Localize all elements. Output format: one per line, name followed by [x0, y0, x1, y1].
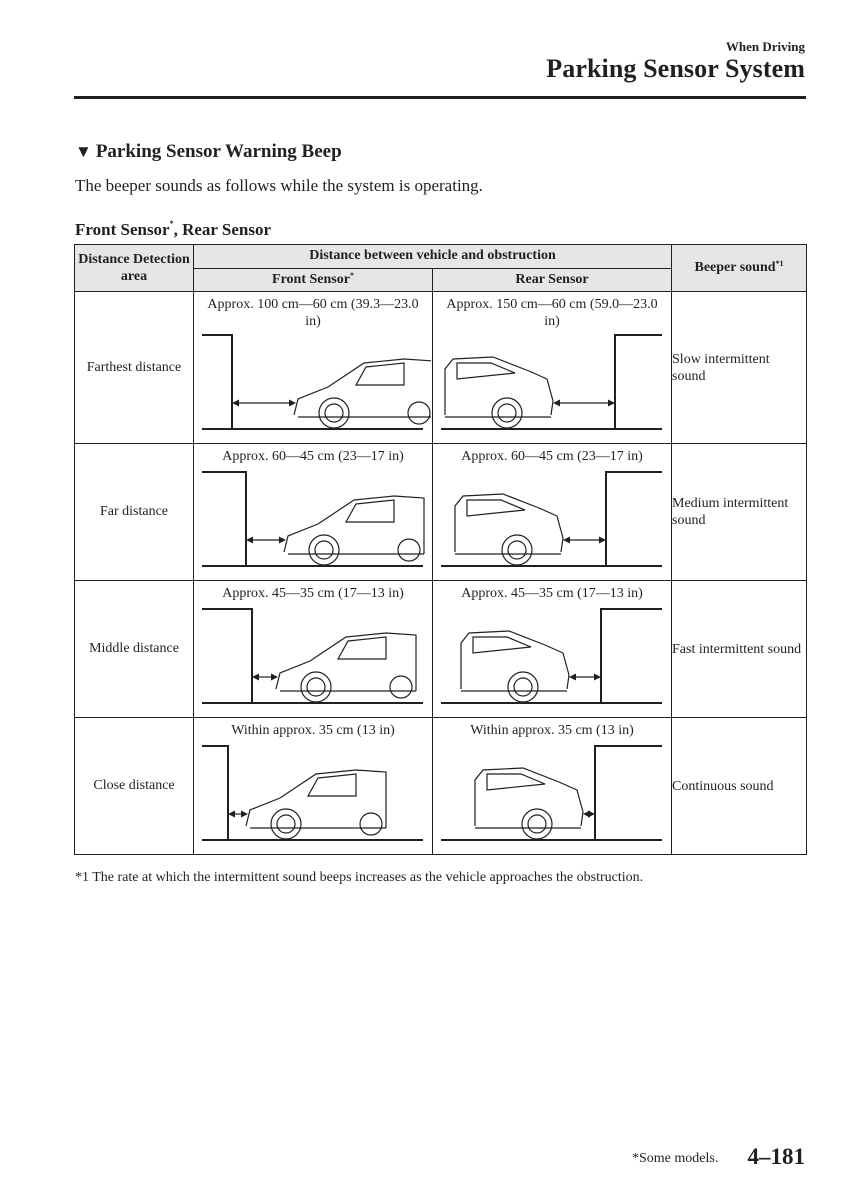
front-figure-cell — [194, 444, 433, 581]
rear-distance-text: Approx. 45—35 cm (17—13 in) — [461, 586, 643, 601]
some-models-note: *Some models. — [632, 1151, 719, 1166]
header-rule — [74, 96, 806, 99]
front-distance-text: Approx. 100 cm—60 cm (39.3—23.0 in) — [207, 297, 419, 329]
front-sensor-illustration — [194, 327, 431, 437]
rear-distance-text: Approx. 150 cm—60 cm (59.0—23.0 in) — [446, 297, 658, 329]
rear-distance-text: Within approx. 35 cm (13 in) — [470, 723, 634, 738]
col-header-distance: Distance between vehicle and obstruction — [194, 245, 672, 269]
col-header-rear: Rear Sensor — [433, 268, 672, 292]
front-sensor-illustration — [194, 464, 431, 574]
area-cell: Middle distance — [75, 581, 194, 718]
section-heading-text: Parking Sensor Warning Beep — [95, 141, 342, 162]
page-number: 4–181 — [747, 1144, 805, 1169]
table-row — [75, 718, 807, 855]
col-header-front — [194, 268, 433, 292]
rear-sensor-illustration — [433, 738, 670, 848]
footnote: *1 The rate at which the intermittent sound beeps increases as the vehicle approaches the obstruction. — [75, 870, 644, 885]
table-title — [75, 220, 271, 240]
front-figure-cell — [194, 581, 433, 718]
rear-sensor-illustration — [433, 601, 670, 711]
area-cell: Far distance — [75, 444, 194, 581]
sound-cell: Fast intermittent sound — [672, 581, 807, 718]
area-cell: Farthest distance — [75, 292, 194, 444]
section-label: When Driving — [725, 39, 805, 54]
front-figure-cell — [194, 718, 433, 855]
sound-cell: Slow intermittent sound — [672, 292, 807, 444]
front-distance-text: Within approx. 35 cm (13 in) — [231, 723, 395, 738]
some-models-mark: * — [169, 219, 174, 228]
front-distance-text: Approx. 45—35 cm (17—13 in) — [222, 586, 404, 601]
triangle-marker-icon: ▼ — [75, 142, 92, 161]
rear-sensor-illustration — [433, 327, 670, 437]
col-header-beeper — [672, 245, 807, 292]
some-models-mark: * — [349, 270, 354, 280]
area-cell: Close distance — [75, 718, 194, 855]
sound-cell: Continuous sound — [672, 718, 807, 855]
page-title: Parking Sensor System — [546, 54, 805, 83]
table-row — [75, 292, 807, 444]
rear-figure-cell — [433, 444, 672, 581]
col-header-area: Distance Detection area — [75, 245, 194, 292]
intro-text: The beeper sounds as follows while the system is operating. — [75, 176, 483, 195]
front-sensor-illustration — [194, 601, 431, 711]
table-row — [75, 581, 807, 718]
rear-figure-cell — [433, 581, 672, 718]
front-figure-cell — [194, 292, 433, 444]
table-title-text: Front Sensor — [75, 220, 170, 239]
col-header-front-text: Front Sensor — [272, 271, 350, 287]
table-title-suffix: , Rear Sensor — [173, 220, 272, 239]
rear-figure-cell — [433, 292, 672, 444]
footnote-mark: *1 — [775, 259, 784, 268]
rear-distance-text: Approx. 60—45 cm (23—17 in) — [461, 449, 643, 464]
front-sensor-illustration — [194, 738, 431, 848]
table-row — [75, 444, 807, 581]
rear-figure-cell — [433, 718, 672, 855]
sound-cell: Medium intermittent sound — [672, 444, 807, 581]
section-heading — [75, 141, 342, 163]
sensor-table — [74, 244, 807, 855]
col-header-beeper-text: Beeper sound — [694, 260, 776, 275]
rear-sensor-illustration — [433, 464, 670, 574]
front-distance-text: Approx. 60—45 cm (23—17 in) — [222, 449, 404, 464]
